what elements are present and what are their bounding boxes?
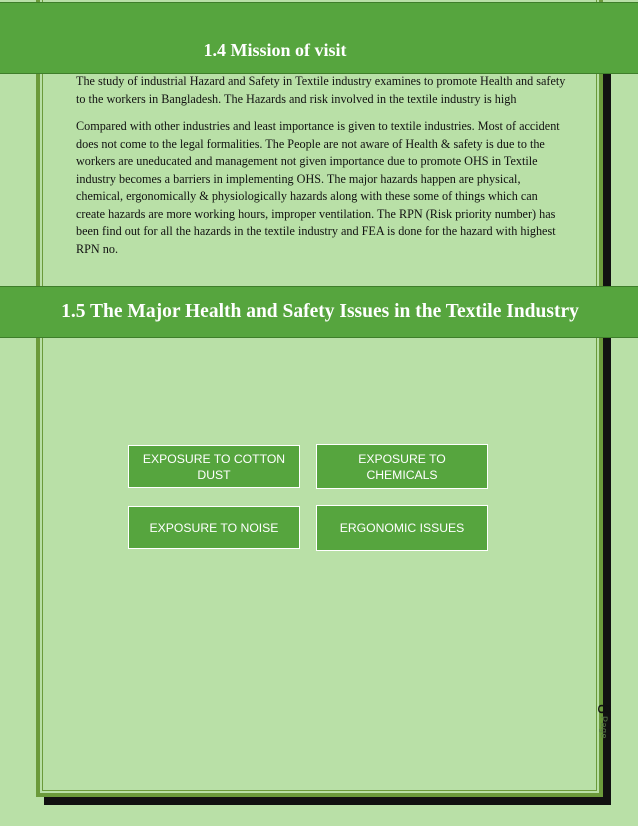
page-number	[584, 704, 624, 748]
issue-box-chemicals	[316, 444, 488, 489]
mission-paragraph-1: The study of industrial Hazard and Safety in Textile industry examines to promote Health and safety to the workers in Bangladesh. The Hazards and risk involved in the textile industry is high	[76, 74, 566, 106]
issue-label: EXPOSURE TO CHEMICALS	[358, 451, 446, 482]
issue-box-noise	[128, 506, 300, 549]
issue-label: ERGONOMIC ISSUES	[339, 521, 465, 535]
mission-paragraph-2: Compared with other industries and least importance is given to textile industries. Most of accident does not come to the legal formalities. The People are not aware of Health & safety is due to the workers are uneducated and management not given importance due to promote OHS in Textile industry becomes a barriers in implementing OHS. The major hazards happen are physical, chemical, ergonomically & physiologically hazards along with these some of things which can create hazards are more working hours, improper ventilation. The RPN (Risk priority number) has been find out for all the hazards in the textile industry and FEA is done for the hazard with highest RPN no.	[76, 119, 560, 256]
page-shadow-right	[603, 60, 611, 805]
issue-label: EXPOSURE TO NOISE	[149, 520, 279, 535]
page-number-digit: 8	[594, 704, 615, 715]
section-1-5-banner	[0, 286, 638, 338]
section-1-4-banner	[0, 2, 638, 74]
section-1-5-heading: 1.5 The Major Health and Safety Issues in the Textile Industry	[61, 301, 579, 322]
section-1-4-heading: 1.4 Mission of visit	[203, 39, 347, 60]
issue-box-cotton-dust	[128, 445, 300, 488]
issue-label: EXPOSURE TO COTTON DUST	[142, 451, 286, 482]
page-shadow-bottom	[44, 797, 611, 805]
issue-box-ergonomic	[316, 505, 488, 551]
page-label: Page	[599, 716, 609, 740]
